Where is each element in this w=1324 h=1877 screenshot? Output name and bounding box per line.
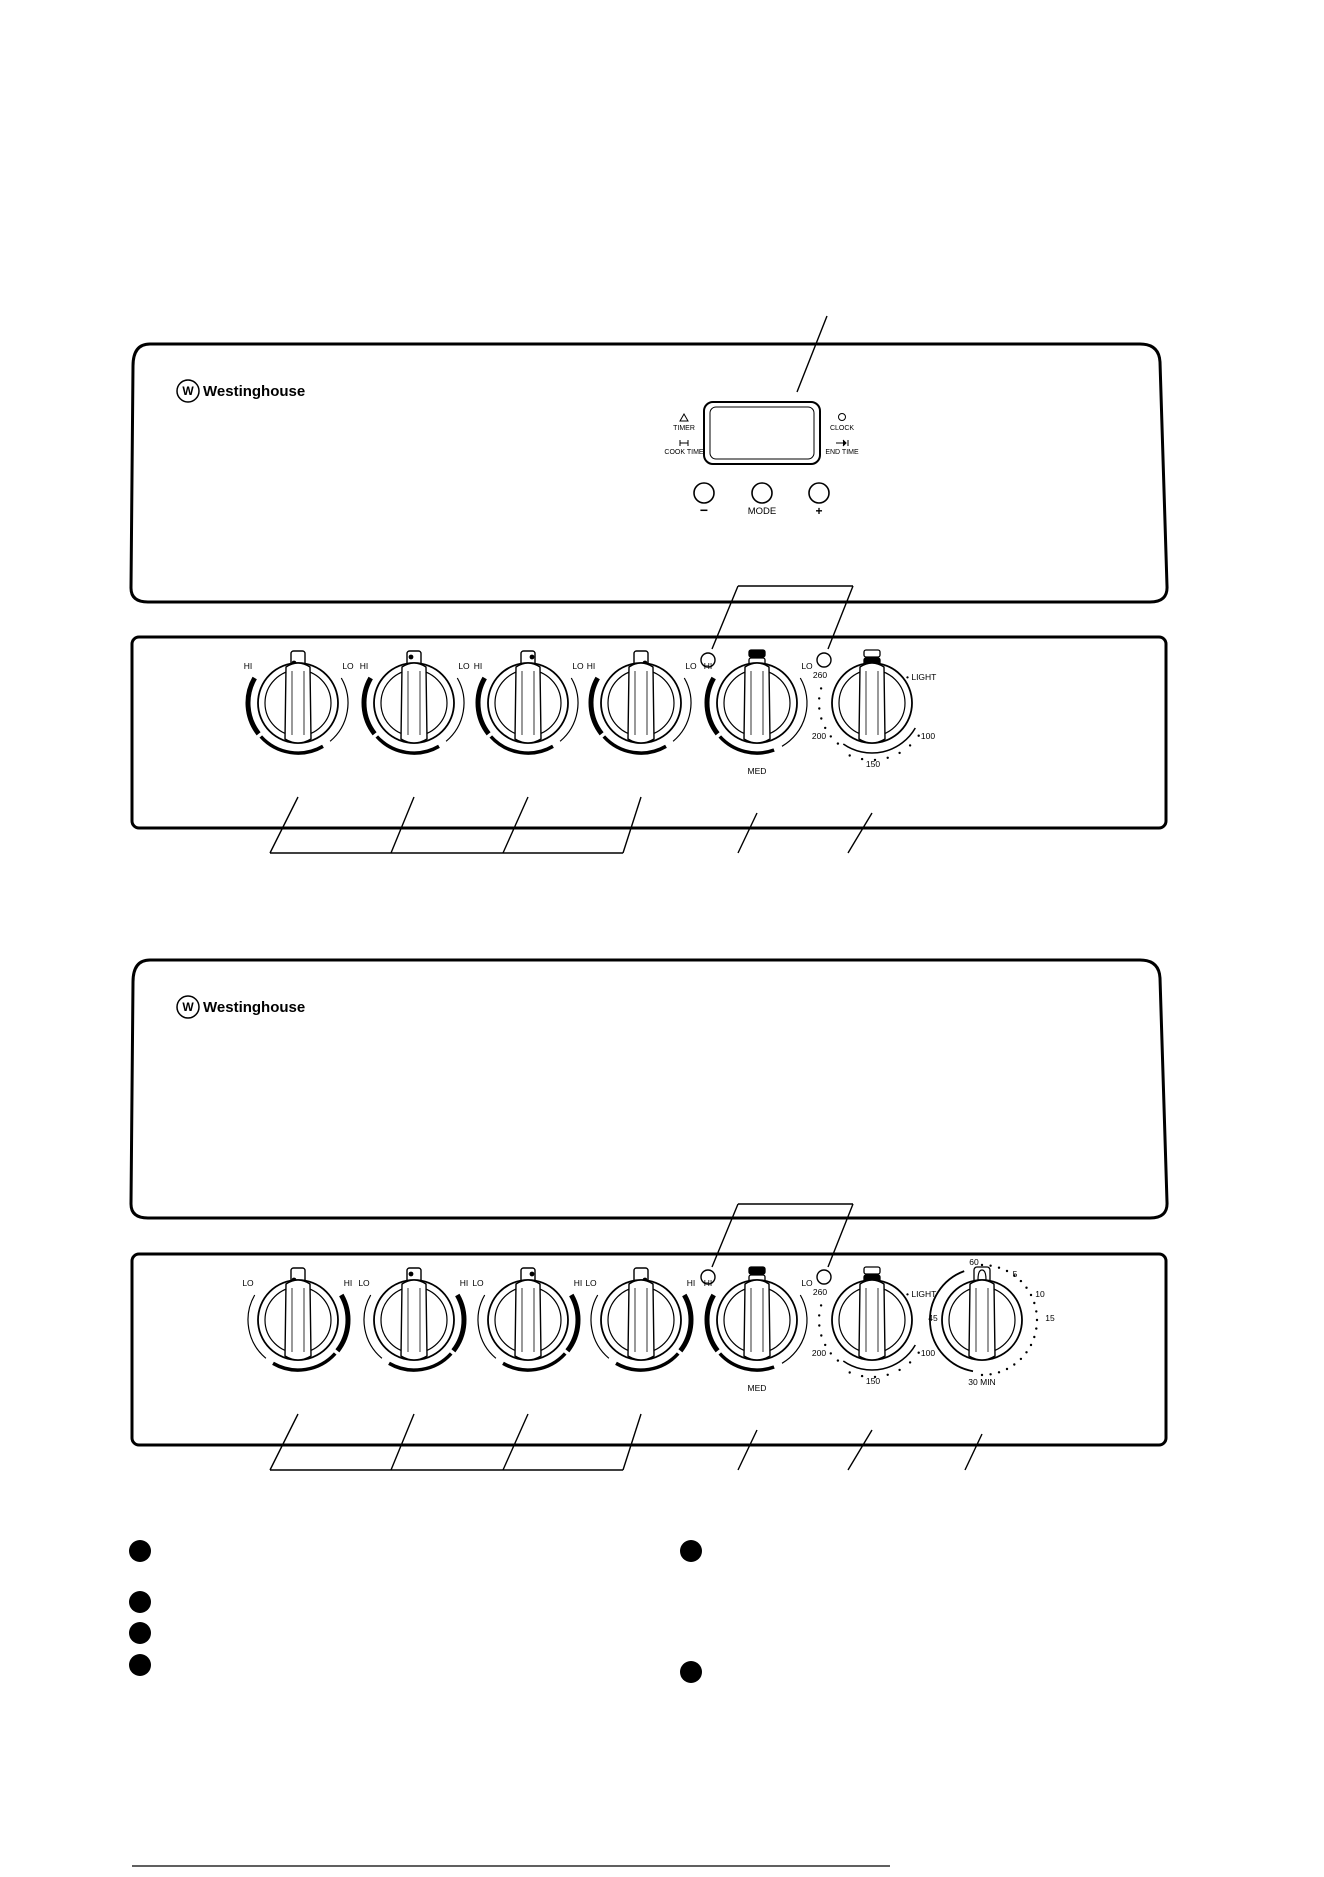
temperature-tick — [887, 757, 889, 759]
lo-label: LO — [242, 1278, 254, 1288]
timer-tick — [1035, 1310, 1037, 1312]
temp-260-label: 260 — [812, 1287, 828, 1297]
indicator-light-icon — [817, 653, 831, 667]
timer-tick — [1013, 1363, 1015, 1365]
temperature-tick — [909, 744, 911, 746]
temperature-tick — [818, 707, 820, 709]
brand-name: Westinghouse — [203, 383, 306, 400]
temp-200-label: 200 — [811, 1348, 827, 1358]
bell-icon — [978, 1270, 986, 1280]
clock-display-window — [704, 402, 820, 464]
light-label: • LIGHT — [906, 672, 937, 682]
hotplate-dot — [409, 1272, 414, 1277]
knob-grip — [285, 1280, 311, 1360]
heat-range-arc — [248, 678, 259, 734]
lo-label: LO — [358, 1278, 370, 1288]
legend-bullet — [129, 1654, 151, 1676]
temperature-tick — [818, 1324, 820, 1326]
clock-display-inner — [710, 407, 814, 459]
hi-label: HI — [703, 1278, 713, 1288]
lo-label: LO — [801, 1278, 813, 1288]
temperature-tick — [837, 742, 839, 744]
hi-label: HI — [686, 1278, 696, 1288]
timer-tick — [981, 1374, 983, 1376]
temperature-tick — [898, 1369, 900, 1371]
timer-tick — [989, 1265, 991, 1267]
temp-150-label: 150 — [865, 759, 881, 769]
lo-label: LO — [585, 1278, 597, 1288]
legend — [129, 1540, 702, 1683]
temperature-tick — [830, 1352, 832, 1354]
logo-letter: W — [182, 384, 194, 398]
legend-bullet — [680, 1540, 702, 1562]
hotplate-control-3[interactable] — [472, 1268, 582, 1370]
temperature-tick — [818, 1314, 820, 1316]
hi-label: HI — [586, 661, 596, 671]
temperature-tick — [918, 735, 920, 737]
clock-icon — [839, 414, 846, 421]
plus-button[interactable] — [809, 483, 829, 518]
brand-logo-bottom — [177, 996, 305, 1018]
end-time-icon — [836, 440, 848, 446]
timer-tick — [1036, 1319, 1038, 1321]
heat-range-arc — [567, 1295, 578, 1351]
timer-tick — [1025, 1287, 1027, 1289]
timer-60-label: 60 — [969, 1257, 979, 1267]
cook-time-icon — [680, 440, 688, 446]
temp-260-label: 260 — [812, 670, 828, 680]
grill-control[interactable] — [704, 650, 813, 776]
timer-label: TIMER — [673, 425, 695, 432]
hotplate-control-2[interactable] — [360, 651, 470, 753]
knob-grip — [515, 663, 541, 743]
temperature-tick — [861, 758, 863, 760]
minute-timer-control[interactable] — [928, 1257, 1055, 1387]
timer-tick — [1035, 1327, 1037, 1329]
temp-150-label: 150 — [865, 1376, 881, 1386]
clock-label: CLOCK — [829, 425, 855, 432]
temp-100-label: 100 — [920, 1348, 936, 1358]
hi-label: HI — [473, 661, 483, 671]
leader-lines-bottom — [270, 797, 872, 853]
mode-button[interactable] — [748, 483, 777, 517]
oven-element-icon — [749, 1267, 765, 1274]
hotplate-control-3[interactable] — [474, 651, 584, 753]
mode-label: MODE — [747, 506, 777, 517]
minus-button[interactable] — [694, 483, 714, 518]
temp-100-label: 100 — [920, 731, 936, 741]
med-label: MED — [747, 1383, 767, 1393]
lo-label: LO — [472, 1278, 484, 1288]
end-time-control[interactable] — [825, 440, 859, 456]
leader-bracket-lights-bottom — [712, 1204, 853, 1267]
knob-grip — [515, 1280, 541, 1360]
grill-control[interactable] — [704, 1267, 813, 1393]
temperature-tick — [824, 727, 826, 729]
leader-line-display — [797, 316, 827, 392]
temperature-tick — [837, 1359, 839, 1361]
timer-30-label: 30 MIN — [968, 1377, 996, 1387]
knob-grip — [628, 663, 654, 743]
temperature-tick — [818, 697, 820, 699]
timer-tick — [1030, 1344, 1032, 1346]
grill-range-arc — [707, 678, 718, 734]
timer-45-label: 45 — [928, 1313, 938, 1323]
lo-label: LO — [801, 661, 813, 671]
hotplate-dot — [409, 655, 414, 660]
heat-range-arc — [453, 1295, 464, 1351]
hi-label: HI — [703, 661, 713, 671]
hi-label: HI — [573, 1278, 583, 1288]
lo-label: LO — [458, 661, 470, 671]
timer-tick — [1033, 1336, 1035, 1338]
temperature-tick — [820, 1334, 822, 1336]
timer-15-label: 15 — [1045, 1313, 1055, 1323]
hotplate-control-1[interactable] — [242, 1268, 352, 1370]
temperature-tick — [820, 687, 822, 689]
temperature-tick — [820, 1304, 822, 1306]
timer-tick — [1020, 1280, 1022, 1282]
lo-label: LO — [342, 661, 354, 671]
oven-element-icon — [749, 650, 765, 657]
timer-icon — [680, 414, 688, 421]
lo-label: LO — [685, 661, 697, 671]
indicator-light-icon — [817, 1270, 831, 1284]
oven-element-icon — [864, 1267, 880, 1274]
timer-5-label: 5 — [1012, 1269, 1018, 1279]
timer-tick — [1025, 1351, 1027, 1353]
lo-label: LO — [572, 661, 584, 671]
knob-grip — [744, 663, 770, 743]
timer-tick — [989, 1373, 991, 1375]
knob-grip — [401, 1280, 427, 1360]
knob-grip — [859, 1280, 885, 1360]
legend-bullet — [129, 1591, 151, 1613]
timer-control[interactable] — [673, 414, 695, 432]
temperature-tick — [824, 1344, 826, 1346]
temperature-tick — [849, 1371, 851, 1373]
heat-range-arc — [364, 678, 375, 734]
knob-grip — [285, 663, 311, 743]
heat-range-arc — [680, 1295, 691, 1351]
hi-label: HI — [359, 661, 369, 671]
hi-label: HI — [459, 1278, 469, 1288]
hotplate-control-1[interactable] — [244, 651, 354, 753]
heat-range-arc — [591, 678, 602, 734]
temperature-tick — [909, 1361, 911, 1363]
legend-bullet — [680, 1661, 702, 1683]
end-time-label: END TIME — [825, 449, 859, 456]
light-label: • LIGHT — [906, 1289, 937, 1299]
temperature-tick — [820, 717, 822, 719]
heat-range-arc — [478, 678, 489, 734]
knob-grip — [628, 1280, 654, 1360]
oven-temperature-control[interactable] — [812, 650, 936, 769]
timer-tick — [981, 1264, 983, 1266]
timer-10-label: 10 — [1035, 1289, 1045, 1299]
cook-time-label: COOK TIME — [664, 449, 704, 456]
oven-temperature-control[interactable] — [812, 1267, 936, 1386]
temperature-tick — [898, 752, 900, 754]
temperature-tick — [830, 735, 832, 737]
timer-tick — [998, 1267, 1000, 1269]
knob-grip — [744, 1280, 770, 1360]
knob-grip — [859, 663, 885, 743]
legend-bullet — [129, 1540, 151, 1562]
leader-bracket-lights-top — [712, 586, 853, 649]
temperature-tick — [861, 1375, 863, 1377]
timer-tick — [1006, 1270, 1008, 1272]
grill-range-arc — [707, 1295, 718, 1351]
med-label: MED — [747, 766, 767, 776]
temperature-tick — [918, 1352, 920, 1354]
hotplate-control-4[interactable] — [585, 1268, 695, 1370]
timer-tick — [1006, 1368, 1008, 1370]
logo-letter: W — [182, 1000, 194, 1014]
temperature-tick — [887, 1374, 889, 1376]
hi-label: HI — [243, 661, 253, 671]
minus-label: − — [699, 502, 709, 518]
timer-tick — [1020, 1358, 1022, 1360]
hotplate-dot — [530, 655, 535, 660]
cook-time-control[interactable] — [664, 440, 703, 456]
hotplate-dot — [530, 1272, 535, 1277]
temperature-tick — [849, 754, 851, 756]
plus-label: + — [815, 504, 823, 518]
timer-tick — [1030, 1294, 1032, 1296]
timer-tick — [1033, 1302, 1035, 1304]
brand-name: Westinghouse — [203, 999, 306, 1016]
leader-lines-bottom — [270, 1414, 982, 1470]
clock-control[interactable] — [830, 414, 854, 433]
hi-label: HI — [343, 1278, 353, 1288]
knob-grip — [401, 663, 427, 743]
legend-bullet — [129, 1622, 151, 1644]
hotplate-control-4[interactable] — [587, 651, 697, 753]
temp-200-label: 200 — [811, 731, 827, 741]
oven-element-icon — [864, 650, 880, 657]
hotplate-control-2[interactable] — [358, 1268, 468, 1370]
brand-logo-top — [177, 380, 305, 402]
heat-range-arc — [337, 1295, 348, 1351]
knob-grip — [969, 1280, 995, 1360]
timer-tick — [998, 1371, 1000, 1373]
